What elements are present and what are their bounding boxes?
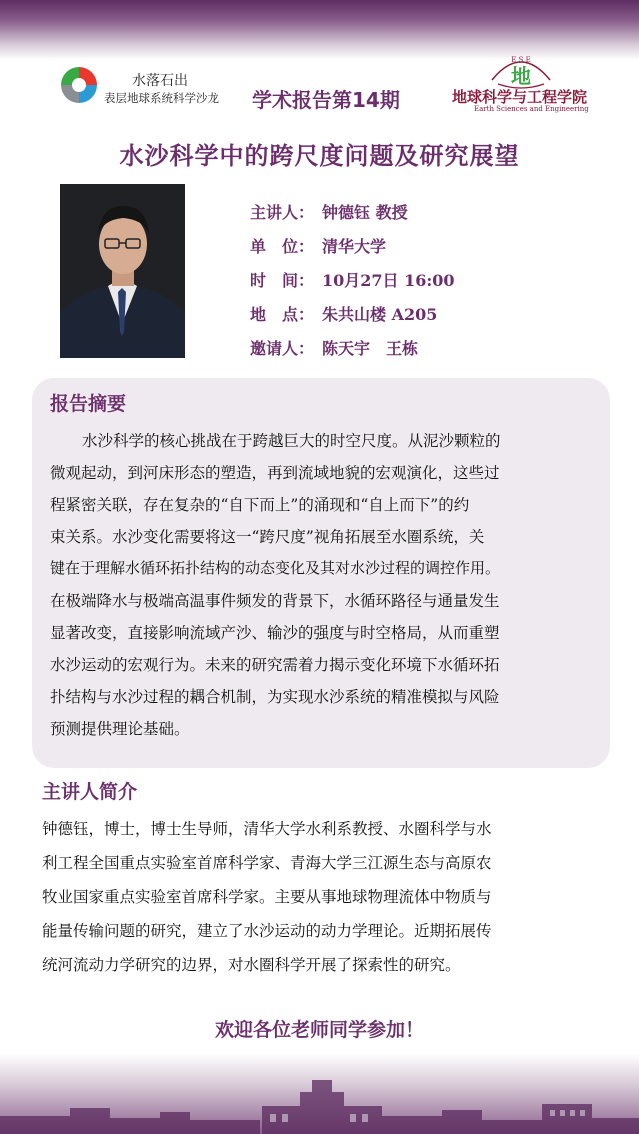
speaker-row [250,200,408,223]
abstract-line: 在极端降水与极端高温事件频发的背景下，水循环路径与通量发生 [50,592,500,610]
location-label: 地 点： [250,305,315,324]
bio-line: 利工程全国重点实验室首席科学家、青海大学三江源生态与高原农 [42,854,492,872]
inviter-label: 邀请人： [250,339,315,358]
abstract-heading: 报告摘要 [50,393,127,415]
inviter-value: 陈天宇 王栋 [322,339,419,358]
location-row [250,302,437,325]
speaker-photo [60,184,185,358]
abstract-line: 扑结构与水沙过程的耦合机制，为实现水沙系统的精准模拟与风险 [50,688,500,706]
affiliation-value: 清华大学 [322,237,387,256]
abstract-line: 水沙运动的宏观行为。未来的研究需着力揭示变化环境下水循环拓 [50,656,500,674]
speaker-label: 主讲人： [250,203,315,222]
location-value: 朱共山楼 A205 [322,305,438,324]
affiliation-label: 单 位： [250,237,315,256]
abstract-line: 水沙科学的核心挑战在于跨越巨大的时空尺度。从泥沙颗粒的 [82,432,501,450]
abstract-line: 程紧密关联，存在复杂的“自下而上”的涌现和“自上而下”的约 [50,496,470,514]
college-name-en: Earth Sciences and Engineering [474,105,589,113]
bio-line: 钟德钰，博士，博士生导师，清华大学水利系教授、水圈科学与水 [42,820,492,838]
abstract-line: 微观起动，到河床形态的塑造，再到流域地貌的宏观演化，这些过 [50,464,500,482]
inviter-row [250,336,418,359]
bio-line: 能量传输问题的研究，建立了水沙运动的动力学理论。近期拓展传 [42,922,492,940]
college-name-cn: 地球科学与工程学院 [452,88,588,106]
time-label: 时 间： [250,271,315,290]
issue-label: 学术报告第14期 [252,88,400,112]
affiliation-row [250,234,386,257]
college-letters: E S E [511,56,531,64]
college-emblem-icon [484,50,558,90]
welcome-message: 欢迎各位老师同学参加！ [214,1019,424,1041]
abstract-line: 预测提供理论基础。 [50,720,190,738]
abstract-line: 束关系。水沙变化需要将这一“跨尺度”视角拓展至水圈系统，关 [50,528,485,546]
salon-logo-icon [60,66,98,104]
time-row [250,268,455,291]
abstract-line: 键在于理解水循环拓扑结构的动态变化及其对水沙过程的调控作用。 [50,559,501,577]
bio-heading: 主讲人简介 [42,781,138,803]
abstract-line: 显著改变，直接影响流域产沙、输沙的强度与时空格局，从而重塑 [50,624,500,642]
bio-line: 牧业国家重点实验室首席科学家。主要从事地球物理流体中物质与 [42,888,492,906]
campus-skyline-icon [0,1074,639,1134]
time-value: 10月27日 16:00 [322,271,455,290]
college-logo [448,50,608,114]
speaker-portrait-icon [60,184,185,358]
salon-name-line2: 表层地球系统科学沙龙 [104,91,219,105]
salon-name-line1: 水落石出 [132,73,188,89]
speaker-value: 钟德钰 教授 [322,203,408,222]
page-title: 水沙科学中的跨尺度问题及研究展望 [119,141,520,170]
bio-line: 统河流动力学研究的边界，对水圈科学开展了探索性的研究。 [42,956,461,974]
college-glyph: 地 [511,64,531,88]
salon-logo [60,66,240,108]
